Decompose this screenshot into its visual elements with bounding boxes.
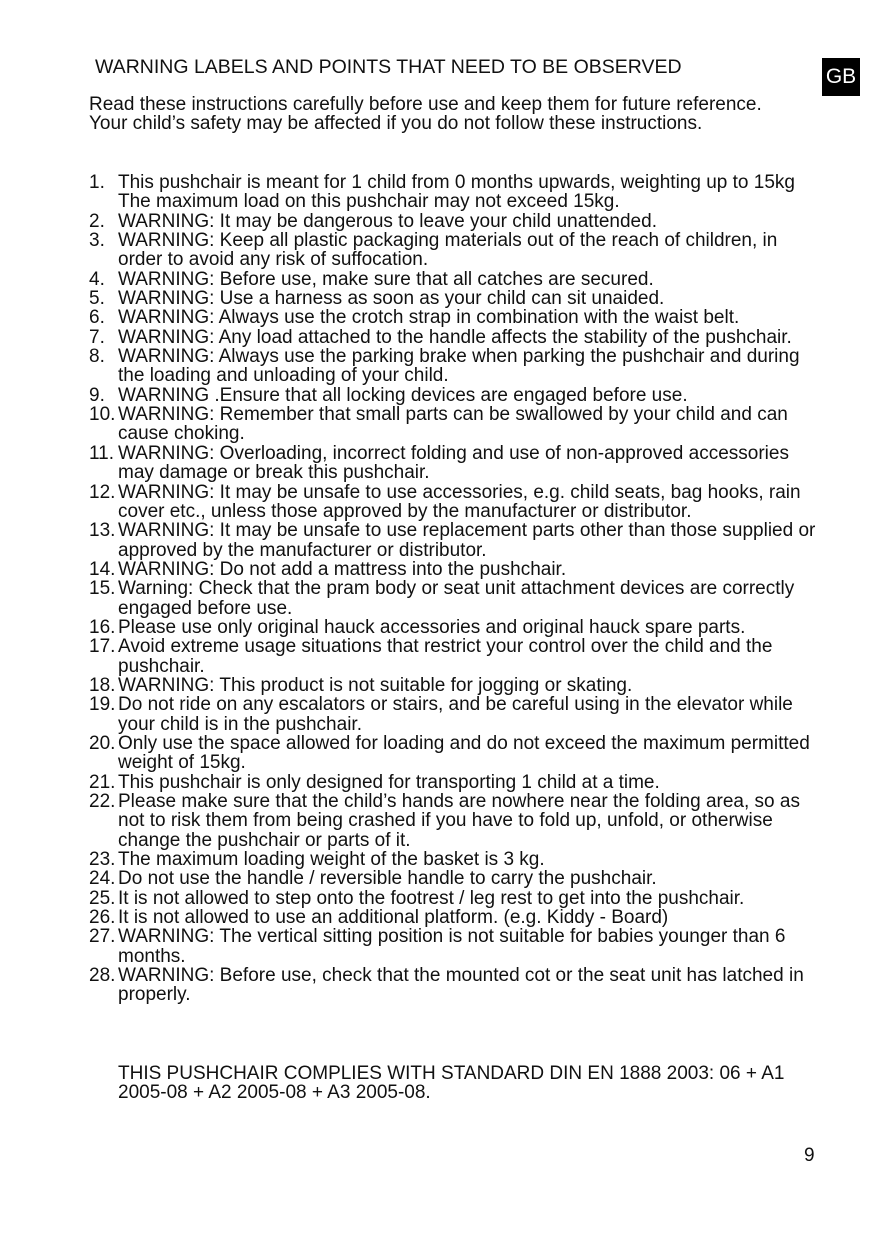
warnings-list: [89, 173, 819, 1005]
warning-number: 11.: [89, 442, 115, 464]
page-title: WARNING LABELS AND POINTS THAT NEED TO BE OBSERVED: [95, 56, 682, 78]
warning-number: 4.: [89, 268, 105, 290]
warning-text: WARNING: Keep all plastic packaging materials out of the reach of children, in order to avoid any risk of suffocation.: [118, 230, 778, 271]
warning-item: [89, 405, 819, 444]
warning-number: 23.: [89, 849, 116, 871]
warning-number: 20.: [89, 732, 116, 754]
warning-item: [89, 927, 819, 966]
warning-item: [89, 618, 819, 637]
warning-item: [89, 308, 819, 327]
warning-number: 25.: [89, 887, 116, 909]
warning-text: WARNING: The vertical sitting position is not suitable for babies younger than 6 months.: [118, 926, 786, 967]
warning-item: [89, 386, 819, 405]
language-badge: GB: [822, 58, 860, 96]
warning-text: Avoid extreme usage situations that restrict your control over the child and the pushchair.: [118, 636, 773, 677]
warning-text: WARNING .Ensure that all locking devices are engaged before use.: [118, 384, 688, 406]
warning-text: This pushchair is only designed for transporting 1 child at a time.: [118, 771, 660, 793]
warning-text: WARNING: This product is not suitable for jogging or skating.: [118, 674, 633, 696]
warning-text: Do not use the handle / reversible handle to carry the pushchair.: [118, 868, 657, 890]
warning-number: 10.: [89, 404, 116, 426]
warning-item: [89, 212, 819, 231]
warning-number: 8.: [89, 346, 105, 368]
warning-item: [89, 908, 819, 927]
warning-item: [89, 270, 819, 289]
warning-item: [89, 521, 819, 560]
warning-text: WARNING: Always use the parking brake when parking the pushchair and during the loading and unloading of your child.: [118, 346, 800, 387]
warning-item: [89, 966, 819, 1005]
warning-number: 15.: [89, 578, 116, 600]
warning-number: 28.: [89, 965, 116, 987]
warning-text: It is not allowed to use an additional platform. (e.g. Kiddy - Board): [118, 907, 669, 929]
warning-text: WARNING: Always use the crotch strap in combination with the waist belt.: [118, 307, 740, 329]
warning-item: [89, 560, 819, 579]
warning-text: Only use the space allowed for loading and do not exceed the maximum permitted weight of 15kg.: [118, 732, 810, 774]
warning-item: [89, 869, 819, 888]
warning-item: [89, 483, 819, 522]
warning-number: 24.: [89, 868, 116, 890]
warning-text: Please use only original hauck accessories and original hauck spare parts.: [118, 616, 746, 638]
warning-text: WARNING: Remember that small parts can be swallowed by your child and can cause choking.: [118, 404, 788, 445]
warning-item: [89, 792, 819, 850]
warning-number: 17.: [89, 636, 116, 658]
warning-number: 18.: [89, 674, 116, 696]
warning-item: [89, 850, 819, 869]
warning-item: [89, 347, 819, 386]
warning-number: 21.: [89, 771, 116, 793]
warning-number: 2.: [89, 210, 105, 232]
warning-number: 22.: [89, 791, 116, 812]
warning-text: WARNING: Do not add a mattress into the pushchair.: [118, 558, 567, 580]
warning-item: [89, 637, 819, 676]
warning-number: 12.: [89, 481, 116, 503]
warning-item: [89, 676, 819, 695]
warning-number: 19.: [89, 694, 116, 716]
warning-text: This pushchair is meant for 1 child from 0 months upwards, weighting up to 15kg The maximum load on this pushchair may not exceed 15kg.: [118, 172, 795, 213]
warning-number: 14.: [89, 558, 116, 580]
warning-item: [89, 289, 819, 308]
warning-text: Do not ride on any escalators or stairs, and be careful using in the elevator while your child is in the pushchair.: [118, 694, 793, 735]
warning-number: 1.: [89, 172, 105, 193]
page-number: 9: [804, 1145, 815, 1166]
warning-number: 3.: [89, 230, 105, 252]
warning-item: [89, 695, 819, 734]
warning-number: 13.: [89, 520, 116, 542]
warning-number: 26.: [89, 907, 116, 929]
warning-item: [89, 889, 819, 908]
warning-item: [89, 173, 819, 212]
warning-text: WARNING: Use a harness as soon as your child can sit unaided.: [118, 288, 665, 310]
warning-item: [89, 444, 819, 483]
standard-compliance-statement: THIS PUSHCHAIR COMPLIES WITH STANDARD DIN EN 1888 2003: 06 + A1 2005-08 + A2 2005-08 + A3 2005-08.: [118, 1063, 785, 1104]
warning-number: 6.: [89, 307, 105, 329]
intro-paragraph: Read these instructions carefully before use and keep them for future reference. Your child’s safety may be affected if you do not follow these instructions.: [89, 94, 762, 135]
warning-text: WARNING: It may be dangerous to leave your child unattended.: [118, 210, 657, 232]
warning-item: [89, 734, 819, 773]
warning-text: WARNING: Before use, check that the mounted cot or the seat unit has latched in properly.: [118, 965, 804, 1006]
warning-text: WARNING: Before use, make sure that all catches are secured.: [118, 268, 654, 290]
warning-text: Warning: Check that the pram body or seat unit attachment devices are correctly engaged before use.: [118, 578, 795, 619]
warning-text: WARNING: It may be unsafe to use replacement parts other than those supplied or approved by the manufacturer or distributor.: [118, 520, 816, 561]
warning-text: WARNING: Overloading, incorrect folding and use of non-approved accessories may damage or break this pushchair.: [118, 442, 789, 484]
warning-text: Please make sure that the child’s hands are nowhere near the folding area, so as not to risk them from being crashed if you have to fold up, unfold, or otherwise change the pushchair or parts of it.: [118, 791, 800, 851]
warning-number: 27.: [89, 926, 116, 948]
warning-item: [89, 231, 819, 270]
warning-item: [89, 579, 819, 618]
warning-number: 7.: [89, 326, 105, 348]
warning-text: It is not allowed to step onto the footrest / leg rest to get into the pushchair.: [118, 887, 745, 909]
warning-number: 9.: [89, 384, 105, 406]
warning-number: 5.: [89, 288, 105, 310]
warning-text: The maximum loading weight of the basket is 3 kg.: [118, 849, 545, 871]
warning-item: [89, 328, 819, 347]
warning-item: [89, 773, 819, 792]
warning-text: WARNING: It may be unsafe to use accessories, e.g. child seats, bag hooks, rain cover etc., unless those approved by the manufacturer or distributor.: [118, 481, 801, 522]
warning-text: WARNING: Any load attached to the handle affects the stability of the pushchair.: [118, 326, 792, 348]
warning-number: 16.: [89, 616, 116, 638]
